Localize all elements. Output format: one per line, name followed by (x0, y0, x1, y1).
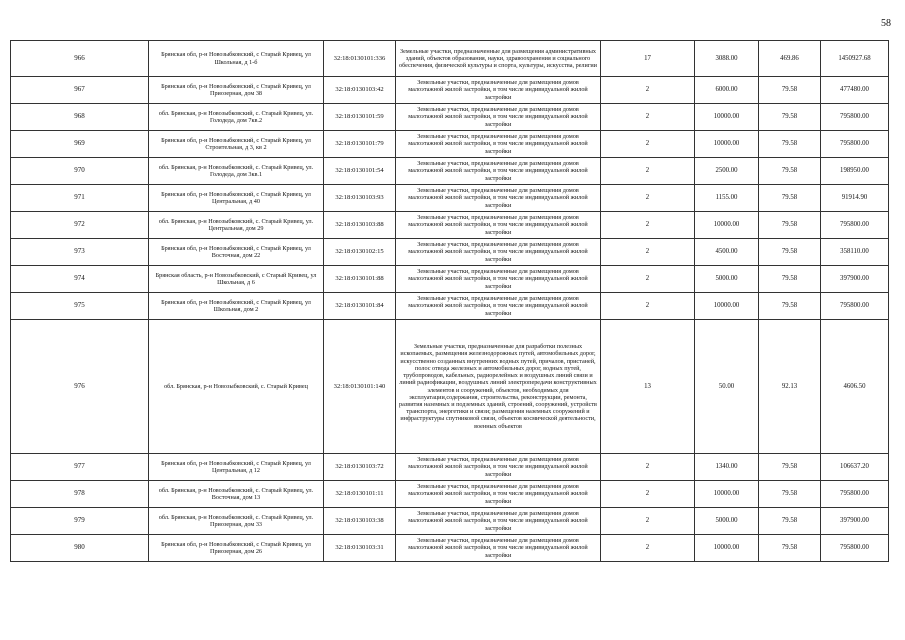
table-row (11, 535, 889, 562)
row-rate: 79.58 (759, 266, 821, 293)
row-area: 4500.00 (695, 239, 759, 266)
row-number: 980 (11, 535, 149, 562)
row-area: 10000.00 (695, 293, 759, 320)
row-land-use: Земельные участки, предназначенные для размещения домов малоэтажной жилой застройки, в том числе индивидуальной жилой застройки (396, 239, 601, 266)
row-number: 972 (11, 212, 149, 239)
row-cadastral-value: 795800.00 (821, 104, 889, 131)
row-land-use: Земельные участки, предназначенные для размещения домов малоэтажной жилой застройки, в том числе индивидуальной жилой застройки (396, 77, 601, 104)
row-address: Брянская область, р-н Новозыбковский, с Старый Кривец, ул Школьная, д 6 (149, 266, 324, 293)
row-group: 2 (601, 454, 695, 481)
table-row (11, 212, 889, 239)
row-area: 10000.00 (695, 131, 759, 158)
row-group: 2 (601, 293, 695, 320)
row-land-use: Земельные участки, предназначенные для размещения домов малоэтажной жилой застройки, в том числе индивидуальной жилой застройки (396, 212, 601, 239)
row-number: 978 (11, 481, 149, 508)
row-rate: 79.58 (759, 131, 821, 158)
table-row (11, 104, 889, 131)
row-cadastral-value: 91914.90 (821, 185, 889, 212)
row-group: 17 (601, 41, 695, 77)
table-row (11, 158, 889, 185)
row-number: 975 (11, 293, 149, 320)
row-area: 10000.00 (695, 104, 759, 131)
row-rate: 79.58 (759, 77, 821, 104)
table-row (11, 239, 889, 266)
table-row (11, 266, 889, 293)
row-land-use: Земельные участки, предназначенные для размещения домов малоэтажной жилой застройки, в том числе индивидуальной жилой застройки (396, 131, 601, 158)
row-group: 2 (601, 535, 695, 562)
table-row (11, 454, 889, 481)
row-cadastral-number: 32:18:0130103:93 (324, 185, 396, 212)
row-group: 2 (601, 104, 695, 131)
row-address: обл. Брянская, р-н Новозыбковский, с. Старый Кривец, ул. Центральная, дом 29 (149, 212, 324, 239)
row-group: 2 (601, 481, 695, 508)
row-area: 50.00 (695, 320, 759, 454)
row-cadastral-number: 32:18:0130103:38 (324, 508, 396, 535)
row-cadastral-value: 477480.00 (821, 77, 889, 104)
row-number: 973 (11, 239, 149, 266)
row-group: 2 (601, 508, 695, 535)
row-land-use: Земельные участки, предназначенные для размещения домов малоэтажной жилой застройки, в том числе индивидуальной жилой застройки (396, 454, 601, 481)
row-address: Брянская обл, р-н Новозыбковский, с Старый Кривец, ул Приозерная, дом 26 (149, 535, 324, 562)
table-row (11, 131, 889, 158)
row-cadastral-number: 32:18:0130103:72 (324, 454, 396, 481)
row-land-use: Земельные участки, предназначенные для размещения домов малоэтажной жилой застройки, в том числе индивидуальной жилой застройки (396, 508, 601, 535)
row-number: 967 (11, 77, 149, 104)
row-rate: 79.58 (759, 481, 821, 508)
row-number: 976 (11, 320, 149, 454)
row-address: обл. Брянская, р-н Новозыбковский, с. Старый Кривец, ул. Приозерная, дом 33 (149, 508, 324, 535)
row-cadastral-number: 32:18:0130101:88 (324, 266, 396, 293)
row-land-use: Земельные участки, предназначенные для размещения домов малоэтажной жилой застройки, в том числе индивидуальной жилой застройки (396, 481, 601, 508)
row-cadastral-value: 795800.00 (821, 535, 889, 562)
row-area: 1155.00 (695, 185, 759, 212)
row-number: 971 (11, 185, 149, 212)
table-row (11, 77, 889, 104)
row-land-use: Земельные участки, предназначенные для размещения домов малоэтажной жилой застройки, в том числе индивидуальной жилой застройки (396, 158, 601, 185)
row-group: 2 (601, 185, 695, 212)
row-area: 5000.00 (695, 508, 759, 535)
row-group: 2 (601, 77, 695, 104)
table-row (11, 481, 889, 508)
table-row (11, 41, 889, 77)
row-cadastral-value: 795800.00 (821, 293, 889, 320)
row-cadastral-number: 32:18:0130103:88 (324, 212, 396, 239)
row-cadastral-value: 795800.00 (821, 481, 889, 508)
row-address: обл. Брянская, р-н Новозыбковский, с. Старый Кривец (149, 320, 324, 454)
row-address: Брянская обл, р-н Новозыбковский, с Старый Кривец, ул Приозерная, дом 38 (149, 77, 324, 104)
row-number: 977 (11, 454, 149, 481)
row-land-use: Земельные участки, предназначенные для размещения домов малоэтажной жилой застройки, в том числе индивидуальной жилой застройки (396, 185, 601, 212)
table-body (11, 41, 889, 562)
row-group: 2 (601, 239, 695, 266)
row-area: 1340.00 (695, 454, 759, 481)
row-cadastral-value: 106637.20 (821, 454, 889, 481)
row-cadastral-value: 795800.00 (821, 212, 889, 239)
row-cadastral-number: 32:18:0130101:336 (324, 41, 396, 77)
row-cadastral-value: 4606.50 (821, 320, 889, 454)
row-rate: 79.58 (759, 104, 821, 131)
row-cadastral-value: 198950.00 (821, 158, 889, 185)
row-cadastral-value: 397900.00 (821, 266, 889, 293)
row-rate: 79.58 (759, 239, 821, 266)
row-address: обл. Брянская, р-н Новозыбковский, с. Старый Кривец, ул. Голодеда, дом 7кв.2 (149, 104, 324, 131)
row-address: Брянская обл, р-н Новозыбковский, с Старый Кривец, ул Центральная, д 12 (149, 454, 324, 481)
row-area: 10000.00 (695, 535, 759, 562)
row-area: 10000.00 (695, 481, 759, 508)
row-rate: 79.58 (759, 158, 821, 185)
row-rate: 79.58 (759, 535, 821, 562)
row-land-use: Земельные участки, предназначенные для размещения домов малоэтажной жилой застройки, в том числе индивидуальной жилой застройки (396, 104, 601, 131)
row-number: 968 (11, 104, 149, 131)
row-cadastral-value: 397900.00 (821, 508, 889, 535)
row-area: 3088.00 (695, 41, 759, 77)
row-group: 13 (601, 320, 695, 454)
row-land-use: Земельные участки, предназначенные для разработки полезных ископаемых, размещения железнодорожных путей, автомобильных дорог, искусственно созданных внутренних водных путей, причалов, пристаней, полос отвода железных и автомобильных дорог, водных путей, трубопроводов, кабельных, радиорелейных и воздушных линий связи и линий радиофикации, воздушных линий электропередачи конструктивных элементов и сооружений, объектов, необходимых для эксплуатации,содержания, строительства, реконструкции, ремонта, развития наземных и подземных зданий, строений, сооружений, устройств транспорта, энергетики и связи; размещения наземных сооружений и инфраструктуры спутниковой связи, объектов космической деятельности, военных объектов (396, 320, 601, 454)
table-row (11, 508, 889, 535)
row-rate: 469.86 (759, 41, 821, 77)
row-area: 10000.00 (695, 212, 759, 239)
row-cadastral-number: 32:18:0130103:31 (324, 535, 396, 562)
row-cadastral-number: 32:18:0130101:54 (324, 158, 396, 185)
row-cadastral-number: 32:18:0130101:140 (324, 320, 396, 454)
row-group: 2 (601, 266, 695, 293)
table-row (11, 320, 889, 454)
row-cadastral-number: 32:18:0130101:79 (324, 131, 396, 158)
row-cadastral-value: 358110.00 (821, 239, 889, 266)
row-cadastral-number: 32:18:0130103:42 (324, 77, 396, 104)
row-cadastral-number: 32:18:0130102:15 (324, 239, 396, 266)
row-land-use: Земельные участки, предназначенные для размещения домов малоэтажной жилой застройки, в том числе индивидуальной жилой застройки (396, 293, 601, 320)
row-cadastral-number: 32:18:0130101:59 (324, 104, 396, 131)
row-land-use: Земельные участки, предназначенные для размещения домов малоэтажной жилой застройки, в том числе индивидуальной жилой застройки (396, 266, 601, 293)
row-rate: 79.58 (759, 212, 821, 239)
row-rate: 79.58 (759, 508, 821, 535)
row-group: 2 (601, 158, 695, 185)
row-address: Брянская обл, р-н Новозыбковский, с Старый Кривец, ул Восточная, дом 22 (149, 239, 324, 266)
row-address: Брянская обл, р-н Новозыбковский, с Старый Кривец, ул Школьная, дом 2 (149, 293, 324, 320)
row-cadastral-value: 795800.00 (821, 131, 889, 158)
row-address: обл. Брянская, р-н Новозыбковский, с. Старый Кривец, ул. Голодеда, дом 3кв.1 (149, 158, 324, 185)
row-land-use: Земельные участки, предназначенные для размещения домов малоэтажной жилой застройки, в том числе индивидуальной жилой застройки (396, 535, 601, 562)
row-rate: 79.58 (759, 185, 821, 212)
row-cadastral-number: 32:18:0130101:84 (324, 293, 396, 320)
row-number: 966 (11, 41, 149, 77)
cadastral-value-table (10, 40, 889, 562)
row-area: 5000.00 (695, 266, 759, 293)
row-rate: 79.58 (759, 454, 821, 481)
row-number: 974 (11, 266, 149, 293)
row-rate: 92.13 (759, 320, 821, 454)
table-row (11, 293, 889, 320)
row-address: обл. Брянская, р-н Новозыбковский, с. Старый Кривец, ул. Восточная, дом 13 (149, 481, 324, 508)
row-address: Брянская обл, р-н Новозыбковский, с Старый Кривец, ул Строительная, д 3, кв 2 (149, 131, 324, 158)
row-area: 6000.00 (695, 77, 759, 104)
row-group: 2 (601, 212, 695, 239)
table-row (11, 185, 889, 212)
row-cadastral-value: 1450927.68 (821, 41, 889, 77)
row-cadastral-number: 32:18:0130101:11 (324, 481, 396, 508)
row-rate: 79.58 (759, 293, 821, 320)
row-number: 969 (11, 131, 149, 158)
row-address: Брянская обл, р-н Новозыбковский, с Старый Кривец, ул Школьная, д 1-б (149, 41, 324, 77)
row-number: 979 (11, 508, 149, 535)
row-number: 970 (11, 158, 149, 185)
page-number: 58 (881, 18, 891, 29)
row-address: Брянская обл, р-н Новозыбковский, с Старый Кривец, ул Центральная, д 40 (149, 185, 324, 212)
row-group: 2 (601, 131, 695, 158)
row-land-use: Земельные участки, предназначенные для размещения административных зданий, объектов образования, науки, здравоохранения и социального обеспечения, физической культуры и спорта, культуры, искусства, религии (396, 41, 601, 77)
row-area: 2500.00 (695, 158, 759, 185)
